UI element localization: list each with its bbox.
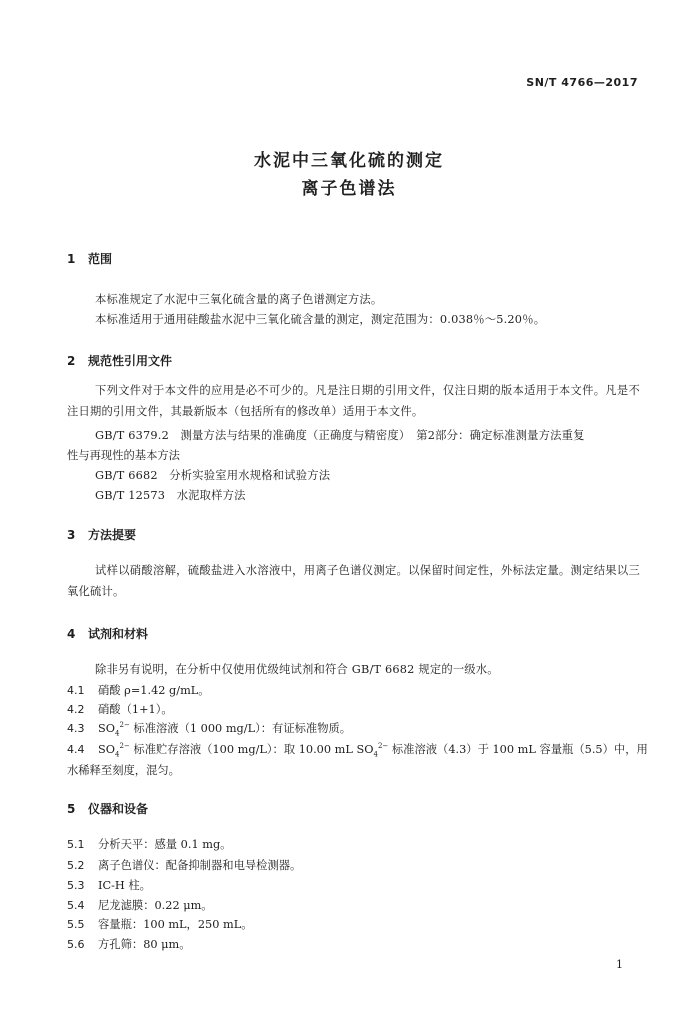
page-number: 1: [616, 958, 623, 971]
reference-2: GB/T 6682 分析实验室用水规格和试验方法: [95, 469, 331, 482]
section-1-heading: [67, 250, 112, 267]
formula-superscript: 2−: [377, 742, 389, 751]
clause-5-6: [67, 936, 191, 952]
clause-text: 标准贮存溶液（100 mg/L）：取 10.00 mL SO: [129, 743, 374, 756]
formula-subscript: 4: [373, 750, 378, 759]
clause-text: 标准溶液（1 000 mg/L）：有证标准物质。: [129, 722, 352, 735]
document-subtitle: 离子色谱法: [301, 179, 397, 199]
clause-text: 标准溶液（4.3）于 100 mL 容量瓶（5.5）中，用: [388, 743, 648, 756]
document-title: 水泥中三氧化硫的测定: [254, 151, 444, 171]
section-3-heading: [67, 526, 136, 543]
scope-paragraph-1: 本标准规定了水泥中三氧化硫含量的离子色谱测定方法。: [95, 293, 383, 306]
clause-number: 5.1: [67, 838, 85, 851]
clause-5-3: [67, 877, 151, 893]
reference-3: GB/T 12573 水泥取样方法: [95, 489, 246, 502]
reagents-intro: 除非另有说明，在分析中仅使用优级纯试剂和符合 GB/T 6682 规定的一级水。: [95, 663, 499, 676]
references-intro: 下列文件对于本文件的应用是必不可少的。凡是注日期的引用文件，仅注日期的版本适用于本文件。凡是不注日期的引用文件，其最新版本（包括所有的修改单）适用于本文件。: [67, 384, 640, 418]
clause-4-1: [67, 682, 210, 698]
clause-5-5: [67, 916, 253, 932]
clause-4-4-continuation: 水稀释至刻度，混匀。: [67, 764, 180, 777]
reference-1-line-1: GB/T 6379.2 测量方法与结果的准确度（正确度与精密度） 第2部分：确定标准测量方法重复: [95, 429, 585, 442]
clause-number: 5.3: [67, 879, 85, 892]
clause-5-2: [67, 857, 301, 873]
clause-text: 硝酸 ρ=1.42 g/mL。: [98, 684, 210, 697]
section-number: 4: [67, 627, 76, 641]
section-title: 规范性引用文件: [88, 354, 173, 368]
formula-superscript: 2−: [119, 721, 130, 730]
scope-paragraph-2: 本标准适用于通用硅酸盐水泥中三氧化硫含量的测定，测定范围为：0.038％～5.20％。: [95, 313, 546, 326]
clause-number: 5.6: [67, 938, 85, 951]
clause-number: 5.5: [67, 918, 85, 931]
clause-number: 5.4: [67, 899, 85, 912]
section-number: 1: [67, 252, 76, 266]
formula-superscript: 2−: [119, 742, 130, 751]
clause-text: 分析天平：感量 0.1 mg。: [98, 838, 232, 851]
formula-subscript: 4: [115, 750, 120, 759]
section-4-heading: [67, 625, 148, 642]
section-2-heading: [67, 352, 172, 369]
clause-text: 硝酸（1+1）。: [98, 703, 173, 716]
clause-number: 4.4: [67, 743, 85, 756]
standard-number: SN/T 4766—2017: [526, 76, 638, 89]
clause-5-1: [67, 836, 231, 852]
clause-5-4: [67, 897, 213, 913]
clause-text: 离子色谱仪：配备抑制器和电导检测器。: [98, 859, 302, 872]
clause-text: IC-H 柱。: [98, 879, 151, 892]
section-title: 范围: [88, 252, 113, 266]
section-number: 5: [67, 802, 76, 816]
formula-subscript: 4: [115, 729, 120, 738]
section-number: 3: [67, 528, 76, 542]
section-number: 2: [67, 354, 76, 368]
clause-text: 尼龙滤膜：0.22 μm。: [98, 899, 213, 912]
reference-1-line-2: 性与再现性的基本方法: [67, 449, 180, 462]
clause-text: 容量瓶：100 mL，250 mL。: [98, 918, 253, 931]
clause-4-4: [67, 741, 648, 758]
sulfate-formula: SO: [98, 722, 116, 735]
clause-4-3: [67, 720, 351, 737]
clause-4-2: [67, 701, 173, 717]
section-title: 方法提要: [88, 528, 137, 542]
section-title: 仪器和设备: [88, 802, 149, 816]
sulfate-formula: SO: [98, 743, 116, 756]
method-summary: 试样以硝酸溶解，硫酸盐进入水溶液中，用离子色谱仪测定。以保留时间定性，外标法定量。测定结果以三氧化硫计。: [67, 564, 640, 598]
clause-text: 方孔筛：80 μm。: [98, 938, 191, 951]
section-title: 试剂和材料: [88, 627, 149, 641]
clause-number: 5.2: [67, 859, 85, 872]
clause-number: 4.1: [67, 684, 85, 697]
clause-number: 4.2: [67, 703, 85, 716]
clause-number: 4.3: [67, 722, 85, 735]
section-5-heading: [67, 800, 148, 817]
